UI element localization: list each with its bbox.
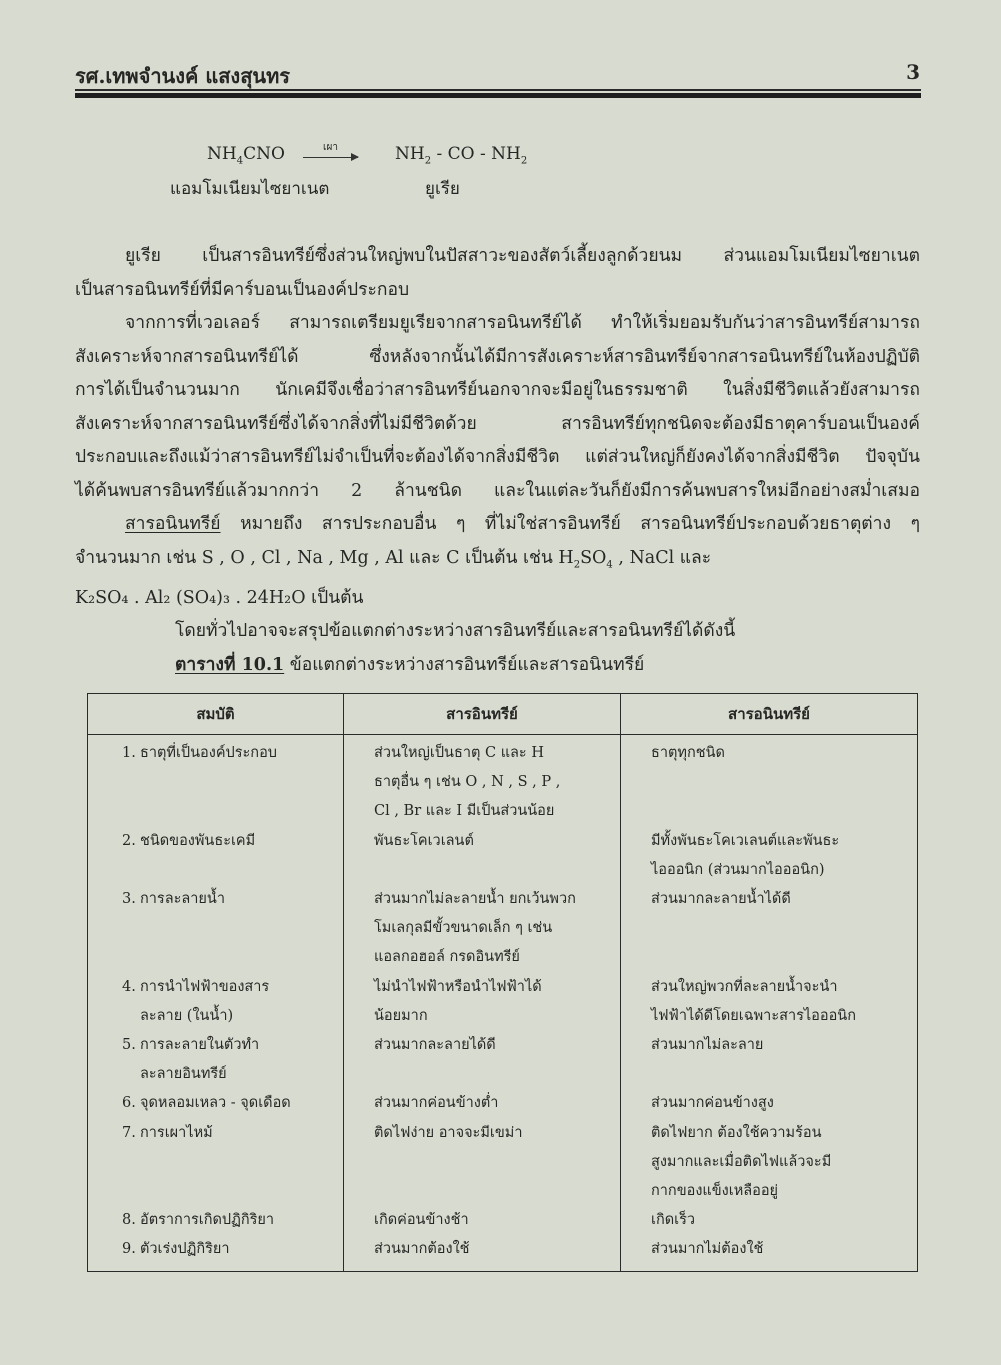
paragraph-line: จากการที่เวอเลอร์ สามารถเตรียมยูเรียจากสารอนินทรีย์ได้ ทำให้เริ่มยอมรับกันว่าสารอินทรีย์สามารถ <box>125 313 920 333</box>
cell-organic <box>344 1031 621 1089</box>
cell-line: ส่วนมากไม่ต้องใช้ <box>651 1241 764 1258</box>
table-row <box>88 973 918 1031</box>
cell-inorganic <box>621 1119 918 1207</box>
cell-property <box>88 973 344 1031</box>
page-header <box>75 60 920 92</box>
product-formula: $NH_2$ - CO - $NH_2$ <box>395 144 528 167</box>
table-row <box>88 1031 918 1089</box>
summary-intro: โดยทั่วไปอาจจะสรุปข้อแตกต่างระหว่างสารอินทรีย์และสารอนินทรีย์ได้ดังนี้ <box>175 621 736 641</box>
cell-line: ส่วนมากต้องใช้ <box>374 1241 470 1258</box>
cell-organic <box>344 827 621 885</box>
table-row <box>88 735 918 827</box>
cell-organic <box>344 1119 621 1207</box>
cell-line <box>122 1002 343 1031</box>
cell-line: ส่วนมากละลายได้ดี <box>374 1037 496 1054</box>
cell-line: พันธะโคเวเลนต์ <box>374 832 474 849</box>
cell-line: ส่วนใหญ่พวกที่ละลายน้ำจะนำ <box>651 978 838 995</box>
cell-line <box>122 1235 343 1264</box>
cell-line <box>122 1119 343 1148</box>
cell-line: ไอออนิก (ส่วนมากไอออนิก) <box>651 861 825 878</box>
property-text: จุดหลอมเหลว - จุดเดือด <box>140 1095 291 1112</box>
row-number: 9. <box>122 1241 136 1258</box>
paragraph-line: สังเคราะห์จากสารอนินทรีย์ได้ ซึ่งหลังจากนั้นได้มีการสังเคราะห์สารอินทรีย์จากสารอนินทรีย์ในห้องปฏิบัติ <box>75 346 920 367</box>
table-label: ตารางที่ 10.1 <box>175 654 285 675</box>
cell-inorganic <box>621 735 918 827</box>
header-property: สมบัติ <box>88 694 344 735</box>
cell-property <box>88 1206 344 1235</box>
cell-line <box>122 1089 343 1118</box>
paragraph-urea-cont: เป็นสารอนินทรีย์ที่มีคาร์บอนเป็นองค์ประกอบ <box>75 279 410 300</box>
cell-organic <box>344 1089 621 1118</box>
cell-line: ส่วนมากค่อนข้างต่ำ <box>374 1095 499 1112</box>
reactant-name: แอมโมเนียมไซยาเนต <box>170 179 330 199</box>
paragraph-line: จำนวนมาก เช่น S , O , Cl , Na , Mg , Al และ C เป็นต้น เช่น $H_2SO_4$ , NaCl และ <box>75 547 712 570</box>
reactant-formula: $NH_4CNO$ <box>207 144 285 167</box>
property-text: ละลาย (ในน้ำ) <box>140 1007 234 1024</box>
cell-property <box>88 1031 344 1089</box>
cell-property <box>88 827 344 885</box>
paragraph-line: K₂SO₄ . Al₂ (SO₄)₃ . 24H₂O เป็นต้น <box>75 587 364 608</box>
cell-line: ส่วนมากค่อนข้างสูง <box>651 1095 774 1112</box>
header-rule-thin <box>75 89 921 91</box>
cell-line <box>122 739 343 768</box>
cell-line: น้อยมาก <box>374 1007 428 1024</box>
row-number: 6. <box>122 1095 136 1112</box>
table-row <box>88 1206 918 1235</box>
cell-inorganic <box>621 827 918 885</box>
cell-line <box>122 1206 343 1235</box>
cell-line: ส่วนใหญ่เป็นธาตุ C และ H <box>374 745 544 761</box>
cell-property <box>88 1089 344 1118</box>
property-text: ธาตุที่เป็นองค์ประกอบ <box>140 745 277 761</box>
cell-inorganic <box>621 1206 918 1235</box>
cell-line <box>122 973 343 1002</box>
cell-line: สูงมากและเมื่อติดไฟแล้วจะมี <box>651 1153 832 1170</box>
cell-organic <box>344 885 621 973</box>
cell-line: ไฟฟ้าได้ดีโดยเฉพาะสารไอออนิก <box>651 1007 857 1024</box>
cell-organic <box>344 735 621 827</box>
cell-line: กากของแข็งเหลืออยู่ <box>651 1183 779 1200</box>
header-inorganic: สารอนินทรีย์ <box>621 694 918 735</box>
row-number: 5. <box>122 1037 136 1054</box>
reaction-arrow <box>303 140 358 158</box>
term-inorganic: สารอนินทรีย์ <box>125 514 221 534</box>
header-rule-thick <box>75 93 921 98</box>
row-number: 3. <box>122 891 136 908</box>
cell-line: Cl , Br และ I มีเป็นส่วนน้อย <box>374 803 555 820</box>
cell-line: เกิดค่อนข้างช้า <box>374 1212 469 1229</box>
cell-property <box>88 735 344 827</box>
cell-line: ธาตุทุกชนิด <box>651 745 725 761</box>
cell-property <box>88 1235 344 1271</box>
cell-inorganic <box>621 1235 918 1271</box>
cell-inorganic <box>621 1031 918 1089</box>
cell-line <box>122 885 343 914</box>
row-number: 8. <box>122 1212 136 1229</box>
cell-line: แอลกอฮอล์ กรดอินทรีย์ <box>374 949 520 966</box>
cell-line: ติดไฟง่าย อาจจะมีเขม่า <box>374 1124 523 1141</box>
paragraph-line: การได้เป็นจำนวนมาก นักเคมีจึงเชื่อว่าสารอินทรีย์นอกจากจะมีอยู่ในธรรมชาติ ในสิ่งมีชีวิตแล้วยังสามารถ <box>75 380 920 400</box>
property-text: ชนิดของพันธะเคมี <box>140 832 256 849</box>
cell-organic <box>344 1235 621 1271</box>
paragraph-line: สังเคราะห์จากสารอนินทรีย์ซึ่งได้จากสิ่งที่ไม่มีชีวิตด้วย สารอินทรีย์ทุกชนิดจะต้องมีธาตุคาร์บอนเป็นองค์ <box>75 413 920 434</box>
property-text: การเผาไหม้ <box>140 1124 213 1141</box>
cell-property <box>88 1119 344 1207</box>
row-number: 1. <box>122 745 136 761</box>
cell-line: ส่วนมากไม่ละลายน้ำ ยกเว้นพวก <box>374 891 576 908</box>
body-text <box>75 240 920 682</box>
cell-line: ติดไฟยาก ต้องใช้ความร้อน <box>651 1124 822 1141</box>
cell-line <box>122 827 343 856</box>
comparison-table <box>87 693 918 1272</box>
product-name: ยูเรีย <box>425 179 460 199</box>
property-text: การละลายน้ำ <box>140 891 225 908</box>
cell-line: ไม่นำไฟฟ้าหรือนำไฟฟ้าได้ <box>374 978 542 995</box>
paragraph-line: ได้ค้นพบสารอินทรีย์แล้วมากกว่า 2 ล้านชนิด และในแต่ละวันก็ยังมีการค้นพบสารใหม่อีกอย่างสม่ำเสมอ <box>75 480 920 501</box>
property-text: อัตราการเกิดปฏิกิริยา <box>140 1212 275 1229</box>
cell-line <box>122 1031 343 1060</box>
table-caption: ตารางที่ 10.1 ข้อแตกต่างระหว่างสารอินทรีย์และสารอนินทรีย์ <box>175 654 645 675</box>
table-row <box>88 885 918 973</box>
row-number: 4. <box>122 978 136 995</box>
cell-property <box>88 885 344 973</box>
table-row <box>88 1235 918 1271</box>
cell-line: ส่วนมากไม่ละลาย <box>651 1037 764 1054</box>
cell-line: เกิดเร็ว <box>651 1212 696 1229</box>
table-row <box>88 827 918 885</box>
header-organic: สารอินทรีย์ <box>344 694 621 735</box>
paragraph-urea: ยูเรีย เป็นสารอินทรีย์ซึ่งส่วนใหญ่พบในปัสสาวะของสัตว์เลี้ยงลูกด้วยนม ส่วนแอมโมเนียมไซยาเนต <box>125 246 920 266</box>
table-row <box>88 1119 918 1207</box>
cell-line: โมเลกุลมีขั้วขนาดเล็ก ๆ เช่น <box>374 920 553 937</box>
paragraph-inorganic-def: สารอนินทรีย์ หมายถึง สารประกอบอื่น ๆ ที่ไม่ใช่สารอินทรีย์ สารอนินทรีย์ประกอบด้วยธาตุต่าง ๆ <box>125 514 920 534</box>
property-text: การละลายในตัวทำ <box>140 1037 260 1054</box>
author-name: รศ.เทพจำนงค์ แสงสุนทร <box>75 64 290 88</box>
cell-organic <box>344 1206 621 1235</box>
cell-line: มีทั้งพันธะโคเวเลนต์และพันธะ <box>651 832 840 849</box>
cell-line <box>122 1060 343 1089</box>
table-row <box>88 1089 918 1118</box>
row-number: 7. <box>122 1124 136 1141</box>
arrow-label: เผา <box>323 142 338 153</box>
cell-inorganic <box>621 973 918 1031</box>
cell-line: ส่วนมากละลายน้ำได้ดี <box>651 891 791 908</box>
cell-organic <box>344 973 621 1031</box>
property-text: ตัวเร่งปฏิกิริยา <box>140 1241 230 1258</box>
page-number: 3 <box>906 60 920 84</box>
cell-inorganic <box>621 885 918 973</box>
cell-inorganic <box>621 1089 918 1118</box>
cell-line: ธาตุอื่น ๆ เช่น O , N , S , P , <box>374 774 561 791</box>
row-number: 2. <box>122 832 136 849</box>
paragraph-line: ประกอบและถึงแม้ว่าสารอินทรีย์ไม่จำเป็นที่จะต้องได้จากสิ่งมีชีวิต แต่ส่วนใหญ่ก็ยังคงได้จากสิ่งมีชีวิต ปัจจุบัน <box>75 447 920 467</box>
property-text: ละลายอินทรีย์ <box>140 1066 227 1083</box>
property-text: การนำไฟฟ้าของสาร <box>140 978 270 995</box>
